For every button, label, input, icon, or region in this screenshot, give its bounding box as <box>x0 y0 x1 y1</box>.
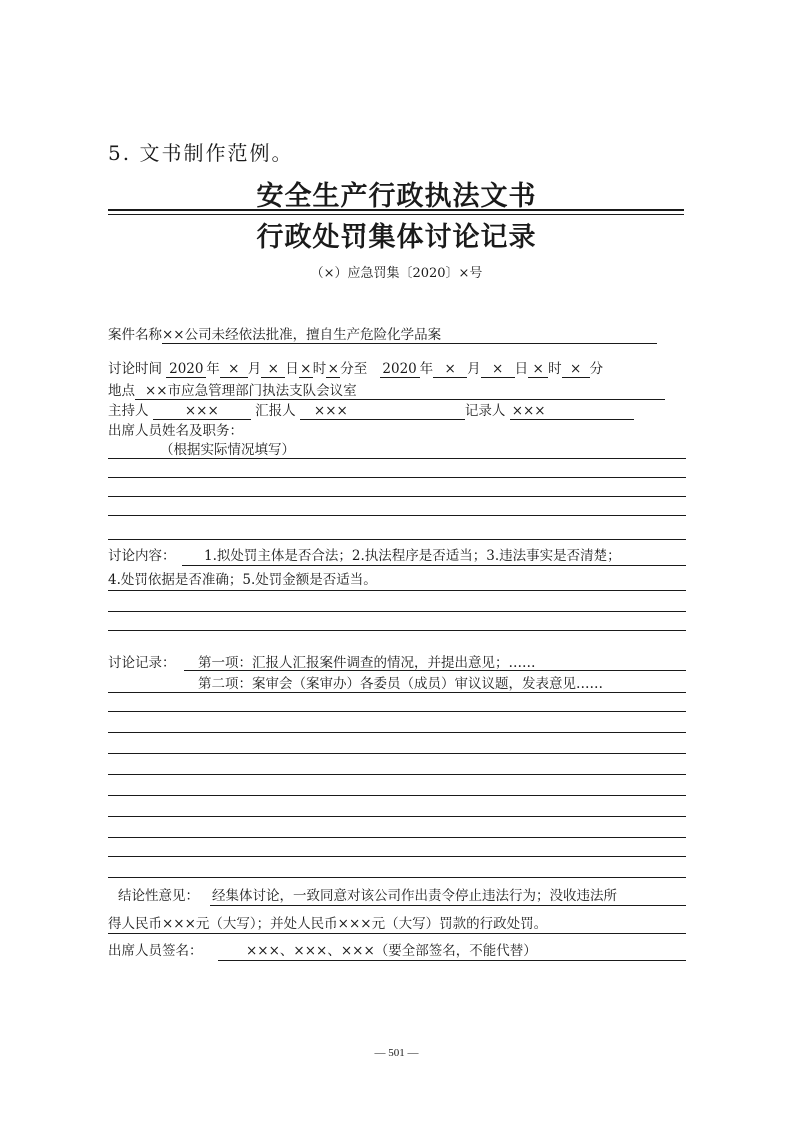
signature-label: 出席人员签名： <box>108 943 203 959</box>
case-name-label: 案件名称 <box>108 327 162 343</box>
content-label: 讨论内容： <box>108 548 176 564</box>
attendees-line[interactable] <box>108 458 686 459</box>
blank-line[interactable] <box>108 837 686 838</box>
hour-unit: 时 <box>312 361 327 377</box>
time-label: 讨论时间 <box>108 361 162 377</box>
start-day[interactable]: × <box>261 361 285 378</box>
start-year[interactable]: 2020 <box>166 361 206 378</box>
attendees-note: （根据实际情况填写） <box>160 442 295 458</box>
start-month[interactable]: × <box>220 361 248 378</box>
start-hour[interactable]: × <box>300 361 312 377</box>
time-row <box>108 361 603 378</box>
case-name-value[interactable]: ××公司未经依法批准，擅自生产危险化学品案 <box>162 327 657 344</box>
record-line-2: 第二项：案审会（案审办）各委员（成员）审议议题，发表意见…… <box>198 676 603 692</box>
reporter-value[interactable]: ××× <box>300 403 465 420</box>
blank-line[interactable] <box>108 732 686 733</box>
content-line-1: 1.拟处罚主体是否合法；2.执法程序是否适当；3.违法事实是否清楚； <box>204 548 621 564</box>
blank-line[interactable] <box>108 753 686 754</box>
case-name-row <box>108 327 657 344</box>
blank-line[interactable] <box>108 856 686 857</box>
minute-to-label: 分至 <box>340 361 368 377</box>
record-line-1: 第一项：汇报人汇报案件调查的情况，并提出意见；…… <box>198 655 536 671</box>
year-unit: 年 <box>206 361 220 377</box>
conclusion-label: 结论性意见： <box>118 888 199 904</box>
record-label: 讨论记录： <box>108 655 176 671</box>
blank-line[interactable] <box>108 711 686 712</box>
blank-line[interactable] <box>108 611 686 612</box>
end-year[interactable]: 2020 <box>380 361 420 378</box>
end-month[interactable]: × <box>433 361 467 378</box>
host-value[interactable]: ××× <box>153 403 251 420</box>
document-title: 安全生产行政执法文书 <box>256 181 537 212</box>
start-minute[interactable]: × <box>327 361 339 377</box>
record-underline[interactable] <box>184 670 686 671</box>
attendees-label: 出席人员姓名及职务： <box>108 423 243 439</box>
blank-line[interactable] <box>108 515 686 516</box>
conclusion-underline[interactable] <box>210 905 686 906</box>
month-unit: 月 <box>247 361 262 377</box>
day-unit: 日 <box>285 361 299 377</box>
people-row <box>108 403 634 420</box>
conclusion-line-1: 经集体讨论，一致同意对该公司作出责令停止违法行为；没收违法所 <box>212 888 617 904</box>
blank-line[interactable] <box>108 539 686 540</box>
signature-underline[interactable] <box>218 960 686 961</box>
place-row <box>108 383 665 400</box>
conclusion-underline[interactable] <box>108 933 686 934</box>
place-value[interactable]: ××市应急管理部门执法支队会议室 <box>135 383 665 400</box>
blank-line[interactable] <box>108 496 686 497</box>
signature-value[interactable]: ×××、×××、×××（要全部签名，不能代替） <box>246 943 537 959</box>
record-title: 行政处罚集体讨论记录 <box>256 222 537 253</box>
conclusion-line-2: 得人民币×××元（大写）；并处人民币×××元（大写）罚款的行政处罚。 <box>108 916 548 932</box>
recorder-label: 记录人 <box>464 403 506 419</box>
blank-line[interactable] <box>108 630 686 631</box>
end-day[interactable]: × <box>481 361 515 378</box>
blank-line[interactable] <box>108 877 686 878</box>
reporter-label: 汇报人 <box>255 403 296 419</box>
end-year-unit: 年 <box>419 361 434 377</box>
content-row <box>108 548 176 564</box>
page-number: — 501 — <box>374 1047 419 1059</box>
blank-line[interactable] <box>108 774 686 775</box>
end-minute[interactable]: × <box>562 361 590 378</box>
doc-number: （×）应急罚集〔2020〕×号 <box>310 266 483 281</box>
content-line-2: 4.处罚依据是否准确；5.处罚金额是否适当。 <box>108 572 377 588</box>
content-underline[interactable] <box>182 565 686 566</box>
intro-text: 5. 文书制作范例。 <box>108 141 294 165</box>
blank-line[interactable] <box>108 477 686 478</box>
place-label: 地点 <box>108 383 135 399</box>
blank-line[interactable] <box>108 795 686 796</box>
end-minute-unit: 分 <box>589 361 604 377</box>
end-day-extra[interactable]: × <box>528 361 548 378</box>
end-hour-unit: 时 <box>548 361 562 377</box>
host-label: 主持人 <box>108 403 149 419</box>
blank-line[interactable] <box>108 590 686 591</box>
record-underline[interactable] <box>108 692 686 693</box>
blank-line[interactable] <box>108 816 686 817</box>
recorder-value[interactable]: ××× <box>510 403 634 420</box>
end-month-unit: 月 <box>467 361 481 377</box>
end-day-unit: 日 <box>514 361 529 377</box>
